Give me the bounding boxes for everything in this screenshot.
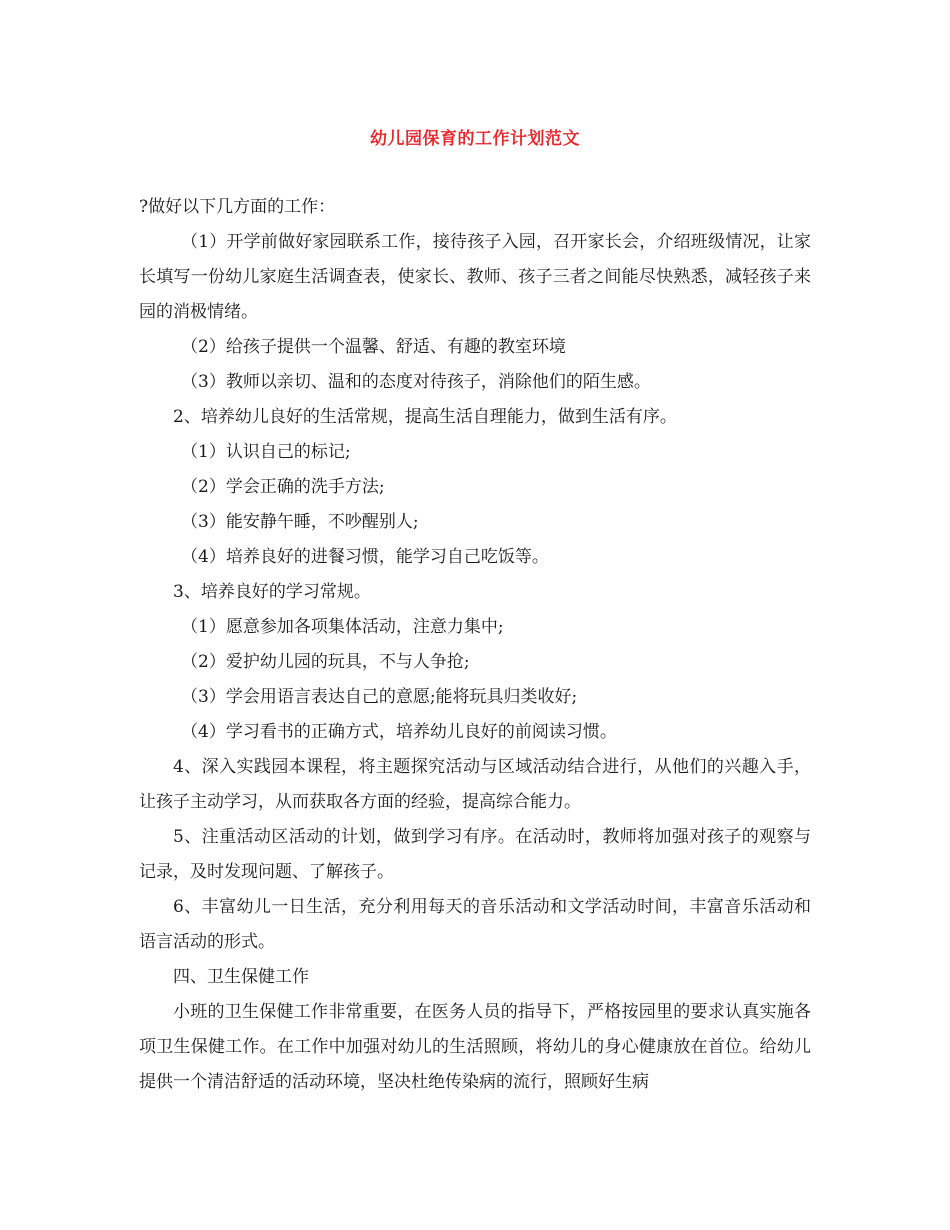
paragraph-3-4: （4）学习看书的正确方式，培养幼儿良好的前阅读习惯。 [181, 722, 617, 742]
paragraph-1-3: （3）教师以亲切、温和的态度对待孩子，消除他们的陌生感。 [181, 372, 651, 392]
paragraph-2-2: （2）学会正确的洗手方法; [181, 477, 385, 497]
paragraph-section-5: 5、注重活动区活动的计划，做到学习有序。在活动时，教师将加强对孩子的观察与记录，及时发现问题、了解孩子。 [139, 827, 811, 882]
paragraph-health-work: 小班的卫生保健工作非常重要，在医务人员的指导下，严格按园里的要求认真实施各项卫生保健工作。在工作中加强对幼儿的生活照顾，将幼儿的身心健康放在首位。给幼儿提供一个清洁舒适的活动环境，坚决杜绝传染病的流行，照顾好生病 [139, 1002, 811, 1092]
paragraph-2-1: （1）认识自己的标记; [181, 442, 351, 462]
paragraph-3-3: （3）学会用语言表达自己的意愿;能将玩具归类收好; [181, 687, 578, 707]
paragraph-section-2: 2、培养幼儿良好的生活常规，提高生活自理能力，做到生活有序。 [173, 407, 677, 427]
paragraph-2-3: （3）能安静午睡，不吵醒别人; [181, 512, 419, 532]
paragraph-section-6: 6、丰富幼儿一日生活，充分利用每天的音乐活动和文学活动时间，丰富音乐活动和语言活动的形式。 [139, 897, 811, 952]
paragraph-intro: ?做好以下几方面的工作： [139, 197, 336, 217]
heading-health-work: 四、卫生保健工作 [173, 967, 309, 987]
paragraph-3-1: （1）愿意参加各项集体活动，注意力集中; [181, 617, 504, 637]
paragraph-section-4: 4、深入实践园本课程，将主题探究活动与区域活动结合进行，从他们的兴趣入手，让孩子主动学习，从而获取各方面的经验，提高综合能力。 [139, 757, 811, 812]
paragraph-3-2: （2）爱护幼儿园的玩具，不与人争抢; [181, 652, 470, 672]
document-title: 幼儿园保育的工作计划范文 [370, 129, 580, 149]
paragraph-2-4: （4）培养良好的进餐习惯，能学习自己吃饭等。 [181, 547, 549, 567]
paragraph-1-2: （2）给孩子提供一个温馨、舒适、有趣的教室环境 [181, 337, 566, 357]
paragraph-1-1: （1）开学前做好家园联系工作，接待孩子入园，召开家长会，介绍班级情况，让家长填写一份幼儿家庭生活调查表，使家长、教师、孩子三者之间能尽快熟悉，减轻孩子来园的消极情绪。 [139, 232, 811, 322]
document-body [139, 190, 811, 1100]
paragraph-section-3: 3、培养良好的学习常规。 [173, 582, 371, 602]
